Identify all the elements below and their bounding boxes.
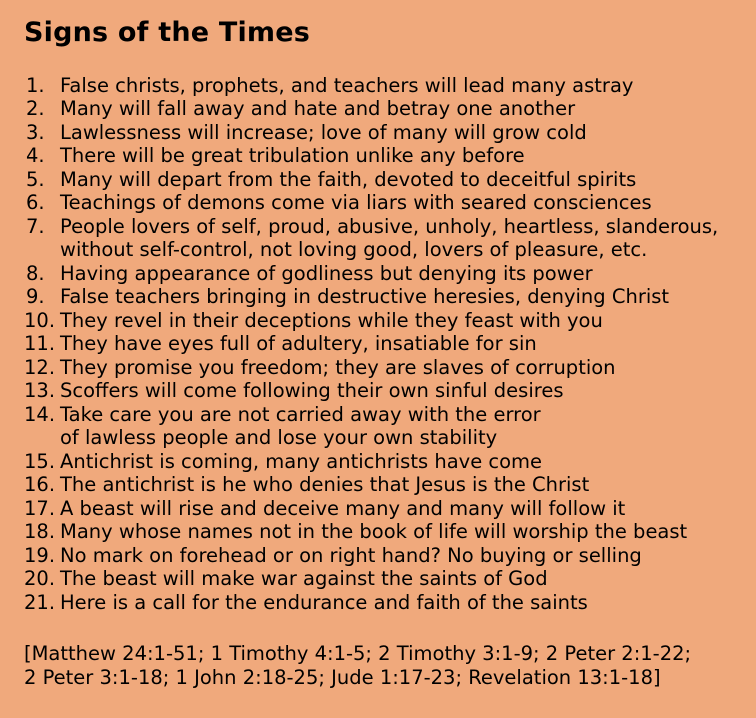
list-item-text: Scoffers will come following their own sinful desires — [60, 379, 564, 403]
list-item — [24, 473, 736, 497]
list-item-text: Antichrist is coming, many antichrists have come — [60, 449, 543, 473]
list-item-number: 4. — [26, 144, 45, 168]
list-item-text: False christs, prophets, and teachers will lead many astray — [60, 73, 634, 97]
list-item-number: 10. — [24, 308, 56, 332]
list-item — [24, 591, 736, 615]
list-item-text: A beast will rise and deceive many and many will follow it — [60, 496, 626, 520]
list-item-text: Many will depart from the faith, devoted to deceitful spirits — [60, 167, 637, 191]
list-item — [24, 97, 736, 121]
list-item-text: No mark on forehead or on right hand? No buying or selling — [60, 543, 642, 567]
list-item-text: They have eyes full of adultery, insatiable for sin — [60, 332, 537, 356]
list-item — [24, 121, 736, 145]
list-item — [24, 144, 736, 168]
list-item — [24, 544, 736, 568]
list-item-number: 15. — [24, 449, 56, 473]
list-item-text: Many whose names not in the book of life will worship the beast — [60, 520, 688, 544]
list-item — [24, 379, 736, 403]
list-item-number: 14. — [24, 402, 56, 426]
list-item-number: 16. — [24, 473, 56, 497]
list-item-number: 9. — [26, 285, 45, 309]
list-item-continuation: of lawless people and lose your own stability — [60, 426, 498, 450]
list-item-number: 11. — [24, 332, 56, 356]
list-item — [24, 74, 736, 98]
scripture-references — [24, 642, 736, 689]
list-item — [24, 168, 736, 192]
list-item — [24, 285, 736, 309]
list-item-text: Teachings of demons come via liars with seared consciences — [60, 191, 652, 215]
list-item — [24, 215, 736, 262]
page-title: Signs of the Times — [24, 17, 311, 48]
list-item-number: 19. — [24, 543, 56, 567]
list-item-text: Lawlessness will increase; love of many will grow cold — [60, 120, 587, 144]
list-item-number: 13. — [24, 379, 56, 403]
signs-list — [24, 74, 736, 615]
list-item-number: 3. — [26, 120, 45, 144]
list-item-continuation: without self-control, not loving good, lovers of pleasure, etc. — [60, 238, 648, 262]
list-item-number: 17. — [24, 496, 56, 520]
list-item-number: 6. — [26, 191, 45, 215]
list-item-number: 12. — [24, 355, 56, 379]
list-item — [24, 497, 736, 521]
list-item — [24, 191, 736, 215]
list-item — [24, 450, 736, 474]
list-item-text: They revel in their deceptions while they feast with you — [60, 308, 603, 332]
list-item-number: 1. — [26, 73, 45, 97]
list-item-text: People lovers of self, proud, abusive, unholy, heartless, slanderous, without self-control, not loving good, lovers of pleasure, etc. — [60, 215, 736, 262]
list-item-number: 7. — [26, 214, 45, 238]
list-item — [24, 403, 736, 450]
list-item-text: There will be great tribulation unlike any before — [60, 144, 525, 168]
list-item — [24, 356, 736, 380]
list-item — [24, 567, 736, 591]
list-item — [24, 262, 736, 286]
list-item — [24, 309, 736, 333]
list-item-text: The beast will make war against the saints of God — [60, 567, 548, 591]
reference-line-2: 2 Peter 3:1-18; 1 John 2:18-25; Jude 1:17-23; Revelation 13:1-18] — [24, 665, 661, 689]
list-item — [24, 332, 736, 356]
list-item-text: False teachers bringing in destructive heresies, denying Christ — [60, 285, 670, 309]
list-item-text: They promise you freedom; they are slaves of corruption — [60, 355, 616, 379]
list-item-number: 2. — [26, 97, 45, 121]
reference-line-1: [Matthew 24:1-51; 1 Timothy 4:1-5; 2 Timothy 3:1-9; 2 Peter 2:1-22; — [24, 642, 692, 666]
list-item-number: 21. — [24, 590, 56, 614]
list-item-text: Many will fall away and hate and betray one another — [60, 97, 576, 121]
list-item-number: 18. — [24, 520, 56, 544]
list-item-number: 5. — [26, 167, 45, 191]
list-item-number: 8. — [26, 261, 45, 285]
list-item-text: Here is a call for the endurance and faith of the saints — [60, 590, 588, 614]
list-item-text: The antichrist is he who denies that Jesus is the Christ — [60, 473, 590, 497]
list-item-text: Having appearance of godliness but denying its power — [60, 261, 593, 285]
list-item — [24, 520, 736, 544]
list-item-number: 20. — [24, 567, 56, 591]
list-item-text: Take care you are not carried away with the error of lawless people and lose your own stability — [60, 403, 736, 450]
